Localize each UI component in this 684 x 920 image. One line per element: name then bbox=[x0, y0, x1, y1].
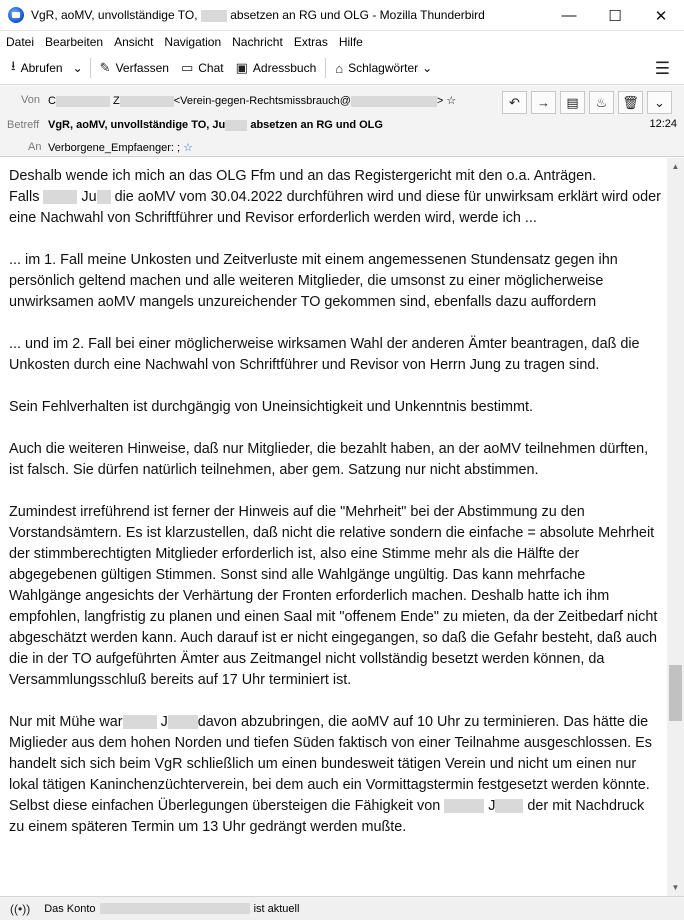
download-icon: ⭳ bbox=[11, 58, 16, 73]
toolbar-separator bbox=[325, 58, 326, 78]
body-paragraph: Zumindest irreführend ist ferner der Hinweis auf die "Mehrheit" bei der Abstimmung zu den Vorstandsämtern. Es ist klarzustellen, daß nicht die relative sondern die einfache = absolute Mehrheit der stimmberechtigten Mitglieder erforderlich ist, also eine Stimme mehr als die Hälfte der abgegebenen gültigen Stimmen. Sonst sind alle Wahlgänge ungültig. Das kann mehrfache Wahlgänge angesichts der Verhärtung der Fronten erforderlich machen. Deshalb hatte ich ihm empfohlen, langfristig zu planen und einen Saal mit "offenem Ende" zu mieten, da der Zeitbedarf nicht abgeschätzt werden kann. Auch darauf ist er nicht eingegangen, so daß die Gefahr besteht, daß auch die in der TO aufgeführten Ämter aus Zeitmangel nicht vollständig besetzt werden können, da Versammlungsschluß bereits auf 17 Uhr terminiert ist. bbox=[9, 504, 658, 688]
main-toolbar bbox=[0, 52, 684, 85]
reply-button[interactable] bbox=[502, 91, 527, 114]
scrollbar-thumb[interactable] bbox=[669, 665, 682, 721]
message-time: 12:24 bbox=[649, 118, 677, 130]
get-mail-button[interactable]: ⭳ Abrufen bbox=[5, 56, 69, 80]
from-label: Von bbox=[21, 94, 40, 106]
redacted-text bbox=[495, 799, 523, 813]
body-paragraph: Auch die weiteren Hinweise, daß nur Mitglieder, die bezahlt haben, an der aoMV teilnehmen dürften, ist falsch. Sie dürfen natürlich teilnehmen, aber gem. Satzung nur nicht abstimmen. bbox=[9, 441, 649, 478]
redacted-text bbox=[444, 799, 484, 813]
redacted-text bbox=[351, 96, 437, 107]
address-book-button[interactable]: ▣ Adressbuch bbox=[235, 60, 317, 75]
from-value[interactable]: C Z <Verein-gegen-Rechtsmissbrauch@ > ☆ bbox=[48, 95, 457, 107]
redacted-text bbox=[168, 715, 198, 729]
menu-ansicht[interactable]: Ansicht bbox=[114, 34, 154, 49]
body-paragraph: ... im 1. Fall meine Unkosten und Zeitverluste mit einem angemessenen Stundensatz gegen ihn persönlich geltend machen und alle weiteren Mitglieder, die umsonst zu einer möglicherweise unwirksamen aoMV mangels unzureichender TO gekommen sind, ebenfalls dazu auffordern bbox=[9, 252, 618, 310]
to-label: An bbox=[28, 141, 42, 153]
archive-icon: ▤ bbox=[566, 94, 579, 110]
address-book-icon: ▣ bbox=[235, 60, 248, 75]
chevron-down-icon: ⌄ bbox=[654, 94, 665, 110]
menu-navigation[interactable]: Navigation bbox=[164, 34, 222, 49]
close-button[interactable]: ✕ bbox=[654, 7, 668, 25]
maximize-button[interactable]: ☐ bbox=[608, 7, 622, 25]
subject-label: Betreff bbox=[7, 119, 40, 131]
title-bar bbox=[0, 0, 684, 31]
status-bar: ((•)) Das Konto ist aktuell bbox=[0, 896, 684, 920]
scroll-up-arrow-icon[interactable]: ▲ bbox=[671, 162, 680, 171]
write-button[interactable]: ✎ Verfassen bbox=[99, 60, 169, 75]
menu-nachricht[interactable]: Nachricht bbox=[232, 34, 283, 49]
forward-button[interactable] bbox=[531, 91, 556, 114]
menu-datei[interactable]: Datei bbox=[6, 34, 35, 49]
flame-icon: ♨ bbox=[595, 94, 608, 110]
menu-bearbeiten[interactable]: Bearbeiten bbox=[45, 34, 104, 49]
archive-button[interactable] bbox=[560, 91, 585, 114]
body-paragraph: Deshalb wende ich mich an das OLG Ffm und an das Registergericht mit den o.a. Anträgen. Falls Ju die aoMV vom 30.04.2022 durchführen wird und diese für unwirksam erklärt wird oder eine Nachwahl von Schriftführer und Revisor erforderlich werden wird, werde ich ... bbox=[9, 168, 661, 226]
delete-button[interactable] bbox=[618, 91, 643, 114]
redacted-text bbox=[56, 96, 110, 107]
menu-bar bbox=[0, 31, 684, 52]
menu-hilfe[interactable]: Hilfe bbox=[338, 34, 363, 49]
menu-extras[interactable]: Extras bbox=[293, 34, 328, 49]
body-paragraph: Sein Fehlverhalten ist durchgängig von Uneinsichtigkeit und Unkenntnis bestimmt. bbox=[9, 399, 533, 415]
minimize-button[interactable]: — bbox=[561, 7, 577, 24]
scroll-down-arrow-icon[interactable]: ▼ bbox=[671, 883, 680, 892]
chevron-down-icon: ⌄ bbox=[72, 61, 83, 75]
more-button[interactable] bbox=[647, 91, 672, 114]
tags-button[interactable]: ⌂ Schlagwörter ⌄ bbox=[335, 60, 433, 76]
redacted-text bbox=[97, 190, 111, 204]
redacted-text bbox=[43, 190, 77, 204]
trash-icon: 🗑 bbox=[622, 94, 639, 110]
redacted-text bbox=[100, 903, 250, 914]
tag-icon: ⌂ bbox=[335, 60, 344, 76]
get-mail-dropdown-button[interactable] bbox=[69, 56, 87, 80]
redacted-text bbox=[123, 715, 157, 729]
subject-value: VgR, aoMV, unvollständige TO, Ju absetzen an RG und OLG bbox=[48, 119, 383, 131]
header-actions bbox=[498, 91, 672, 114]
reply-icon: ↶ bbox=[509, 94, 520, 110]
body-paragraph: Nur mit Mühe war J davon abzubringen, die aoMV auf 10 Uhr zu terminieren. Das hätte die Miglieder aus dem hohen Norden und tiefen Süden faktisch von einer Teilnahme ausgeschlossen. Es handelt sich sich beim VgR schließlich um einen bundesweit tätigen Verein und nicht um einen nur lokal tätigen Kaninchenzüchterverein, bei dem auch ein Vormittagstermin festgesetzt werden könnte. Selbst diese einfachen Überlegungen übersteigen die Fähigkeit von J der mit Nachdruck zu einem späteren Termin um 13 Uhr gedrängt werden mußte. bbox=[9, 714, 652, 835]
star-icon[interactable]: ☆ bbox=[183, 142, 194, 154]
redacted-text bbox=[201, 10, 227, 22]
message-scrollbar[interactable] bbox=[667, 158, 684, 896]
body-paragraph: ... und im 2. Fall bei einer möglicherweise wirksamen Wahl der anderen Ämter beantragen, daß die Unkosten durch eine Nachwahl von Schriftführer und Revisor von Herrn Jung zu tragen sind. bbox=[9, 336, 640, 373]
redacted-text bbox=[120, 96, 174, 107]
pencil-icon: ✎ bbox=[99, 60, 111, 75]
junk-button[interactable] bbox=[589, 91, 614, 114]
chat-button[interactable]: ▭ Chat bbox=[180, 60, 224, 75]
message-body bbox=[0, 158, 667, 896]
star-icon[interactable]: ☆ bbox=[446, 95, 457, 107]
forward-icon: → bbox=[537, 95, 550, 110]
chevron-down-icon: ⌄ bbox=[422, 61, 433, 75]
toolbar-separator bbox=[90, 58, 91, 78]
chat-bubble-icon: ▭ bbox=[180, 60, 194, 75]
app-menu-button[interactable]: ☰ bbox=[654, 59, 670, 78]
window-title: VgR, aoMV, unvollständige TO, absetzen an RG und OLG - Mozilla Thunderbird bbox=[31, 8, 485, 22]
online-status-icon[interactable]: ((•)) bbox=[10, 901, 31, 916]
thunderbird-icon bbox=[8, 7, 24, 23]
redacted-text bbox=[225, 120, 247, 131]
to-value[interactable]: Verborgene_Empfaenger: ; ☆ bbox=[48, 142, 194, 154]
message-header bbox=[0, 86, 684, 157]
